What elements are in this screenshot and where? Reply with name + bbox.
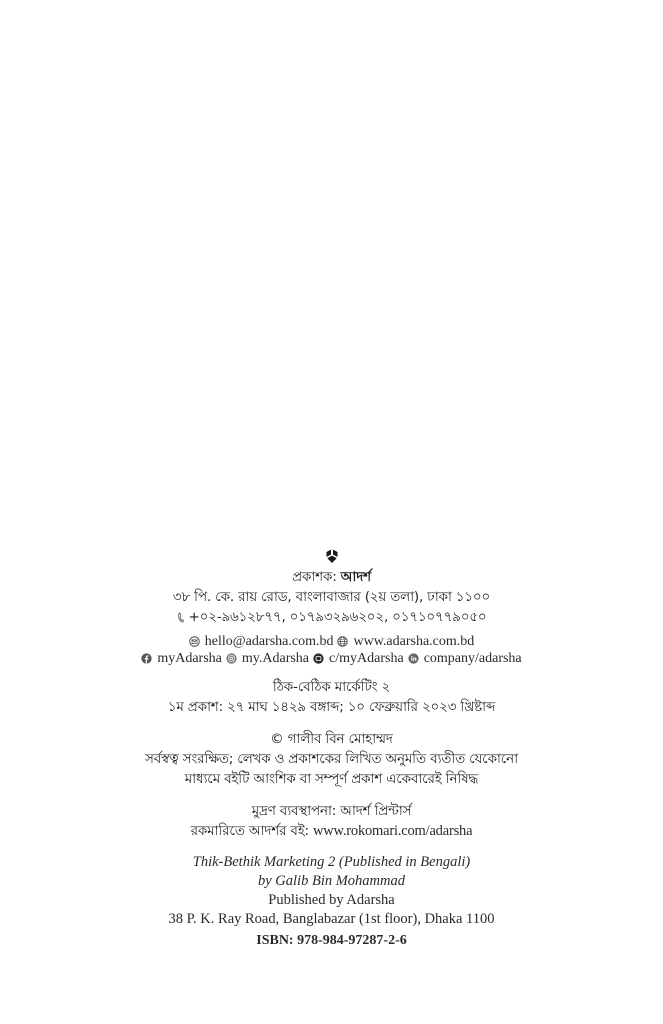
copyright-holder: © গালীব বিন মোহাম্মদ: [270, 731, 393, 747]
linkedin-icon: [408, 653, 419, 664]
publisher-heading: [0, 567, 663, 587]
copyright-page-imprint: [0, 548, 663, 950]
phone-icon: [177, 612, 186, 623]
phone-numbers: +০২-৯৬১২৮৭৭, ০১৭৯৩২৯৬২০২, ০১৭১০৭৭৯০৫০: [188, 609, 487, 625]
english-address: 38 P. K. Ray Road, Banglabazar (1st floor), Dhaka 1100: [168, 911, 495, 927]
online-store-line: [0, 821, 663, 841]
instagram-handle[interactable]: my.Adarsha: [241, 651, 310, 666]
website-link[interactable]: www.adarsha.com.bd: [353, 634, 475, 649]
instagram-icon: [226, 653, 237, 664]
facebook-handle[interactable]: myAdarsha: [157, 651, 222, 666]
publisher-label: প্রকাশক:: [292, 569, 337, 585]
globe-icon: [337, 636, 348, 647]
linkedin-company[interactable]: company/adarsha: [423, 651, 522, 666]
online-store-url[interactable]: www.rokomari.com/adarsha: [312, 823, 473, 839]
english-publisher: Published by Adarsha: [268, 892, 395, 908]
book-title-bn: ঠিক-বেঠিক মার্কেটিং ২: [272, 679, 391, 695]
english-author: by Galib Bin Mohammad: [258, 873, 405, 889]
publisher-phones: [0, 607, 663, 627]
facebook-icon: [141, 653, 152, 664]
adarsha-logo-icon: [324, 548, 340, 566]
publisher-logo: [0, 548, 663, 566]
english-title: Thik-Bethik Marketing 2 (Published in Bengali): [192, 854, 471, 870]
rights-reserved-line-1: সর্বস্বত্ব সংরক্ষিত; লেখক ও প্রকাশকের লিখিত অনুমতি ব্যতীত যেকোনো: [145, 751, 518, 767]
email-link[interactable]: hello@adarsha.com.bd: [204, 634, 334, 649]
contact-row-social: [0, 650, 663, 667]
youtube-icon: [313, 653, 324, 664]
email-icon: [189, 636, 200, 647]
publisher-address-bn: ৩৮ পি. কে. রায় রোড, বাংলাবাজার (২য় তলা), ঢাকা ১১০০: [172, 589, 491, 605]
contact-row-web: [0, 633, 663, 650]
isbn: ISBN: 978-984-97287-2-6: [256, 933, 407, 948]
printing-management: মুদ্রণ ব্যবস্থাপনা: আদর্শ প্রিন্টার্স: [251, 803, 412, 819]
online-store-label: রকমারিতে আদর্শর বই:: [190, 823, 309, 839]
rights-reserved-line-2: মাধ্যমে বইটি আংশিক বা সম্পূর্ণ প্রকাশ একেবারেই নিষিদ্ধ: [184, 771, 479, 787]
youtube-channel[interactable]: c/myAdarsha: [329, 651, 404, 666]
first-edition-date: ১ম প্রকাশ: ২৭ মাঘ ১৪২৯ বঙ্গাব্দ; ১০ ফেব্রুয়ারি ২০২৩ খ্রিষ্টাব্দ: [167, 699, 496, 715]
publisher-name: আদর্শ: [340, 569, 371, 585]
